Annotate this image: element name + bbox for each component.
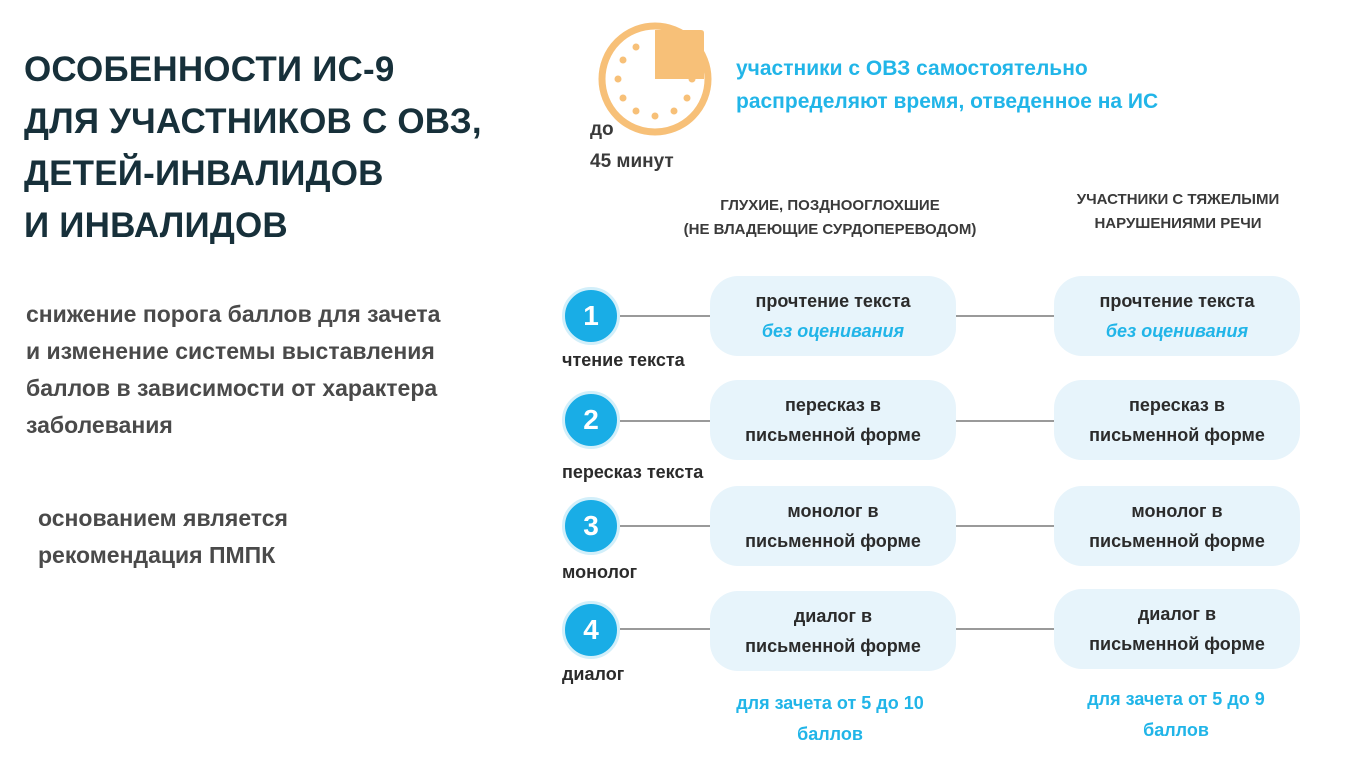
- column-header-line: НАРУШЕНИЯМИ РЕЧИ: [1094, 215, 1262, 232]
- threshold-line: баллов: [1143, 720, 1209, 740]
- description-line: и изменение системы выставления: [26, 338, 435, 364]
- time-note-line: участники с ОВЗ самостоятельно: [736, 57, 1088, 80]
- step-number-badge: 4: [562, 601, 620, 659]
- card-highlight: без оценивания: [1105, 321, 1249, 341]
- step-card-deaf: [710, 591, 956, 671]
- step-card-deaf: [710, 276, 956, 356]
- card-line: прочтение текста: [755, 291, 911, 311]
- connector-line: [620, 315, 712, 317]
- column-header-speech: [1036, 188, 1320, 236]
- column-header-line: (НЕ ВЛАДЕЮЩИЕ СУРДОПЕРЕВОДОМ): [683, 221, 977, 238]
- time-limit: [590, 116, 674, 176]
- card-line: пересказ в: [1129, 395, 1225, 415]
- card-line: пересказ в: [785, 395, 881, 415]
- step-label: диалог: [562, 664, 625, 684]
- description-line: снижение порога баллов для зачета: [26, 301, 441, 327]
- basis-line: основанием является: [38, 505, 288, 531]
- card-line: монолог в: [1131, 501, 1223, 521]
- connector-line: [620, 420, 712, 422]
- threshold-line: для зачета от 5 до 10: [736, 693, 924, 713]
- title-line: ДЕТЕЙ-ИНВАЛИДОВ: [24, 154, 384, 193]
- title-line: И ИНВАЛИДОВ: [24, 206, 288, 245]
- description-text: [26, 296, 440, 444]
- step-label: пересказ текста: [562, 462, 704, 482]
- card-line: письменной форме: [1089, 425, 1265, 445]
- connector-line: [956, 315, 1056, 317]
- column-header-line: УЧАСТНИКИ С ТЯЖЕЛЫМИ: [1076, 191, 1280, 208]
- step-card-deaf: [710, 486, 956, 566]
- column-header-deaf: [640, 194, 1020, 242]
- card-line: письменной форме: [1089, 634, 1265, 654]
- card-line: письменной форме: [745, 425, 921, 445]
- time-note-line: распределяют время, отведенное на ИС: [736, 90, 1159, 113]
- card-line: диалог в: [793, 606, 873, 626]
- step-card-speech: [1054, 276, 1300, 356]
- description-line: заболевания: [26, 412, 173, 438]
- basis-line: рекомендация ПМПК: [38, 542, 276, 568]
- card-line: письменной форме: [745, 531, 921, 551]
- step-card-deaf: [710, 380, 956, 460]
- threshold-line: для зачета от 5 до 9: [1087, 689, 1265, 709]
- description-line: баллов в зависимости от характера: [26, 375, 438, 401]
- title-line: ОСОБЕННОСТИ ИС-9: [24, 50, 395, 89]
- basis-text: [38, 500, 288, 574]
- card-highlight: без оценивания: [761, 321, 905, 341]
- step-number-badge: 2: [562, 391, 620, 449]
- connector-line: [620, 525, 712, 527]
- card-line: письменной форме: [745, 636, 921, 656]
- step-card-speech: [1054, 589, 1300, 669]
- title-line: ДЛЯ УЧАСТНИКОВ С ОВЗ,: [24, 102, 482, 141]
- card-line: монолог в: [787, 501, 879, 521]
- column-header-line: ГЛУХИЕ, ПОЗДНООГЛОХШИЕ: [720, 197, 940, 214]
- step-card-speech: [1054, 380, 1300, 460]
- connector-line: [620, 628, 712, 630]
- time-upto: до: [590, 119, 614, 140]
- card-line: письменной форме: [1089, 531, 1265, 551]
- page-title: [24, 44, 482, 252]
- step-card-speech: [1054, 486, 1300, 566]
- step-label: чтение текста: [562, 350, 685, 370]
- pass-threshold-speech: [1036, 684, 1316, 746]
- connector-line: [956, 420, 1056, 422]
- connector-line: [956, 525, 1056, 527]
- step-number-badge: 3: [562, 497, 620, 555]
- time-duration: 45 минут: [590, 151, 674, 172]
- connector-line: [956, 628, 1056, 630]
- step-number-badge: 1: [562, 287, 620, 345]
- threshold-line: баллов: [797, 724, 863, 744]
- pass-threshold-deaf: [690, 688, 970, 750]
- card-line: диалог в: [1137, 604, 1217, 624]
- card-line: прочтение текста: [1099, 291, 1255, 311]
- time-note: [736, 52, 1158, 118]
- step-label: монолог: [562, 562, 638, 582]
